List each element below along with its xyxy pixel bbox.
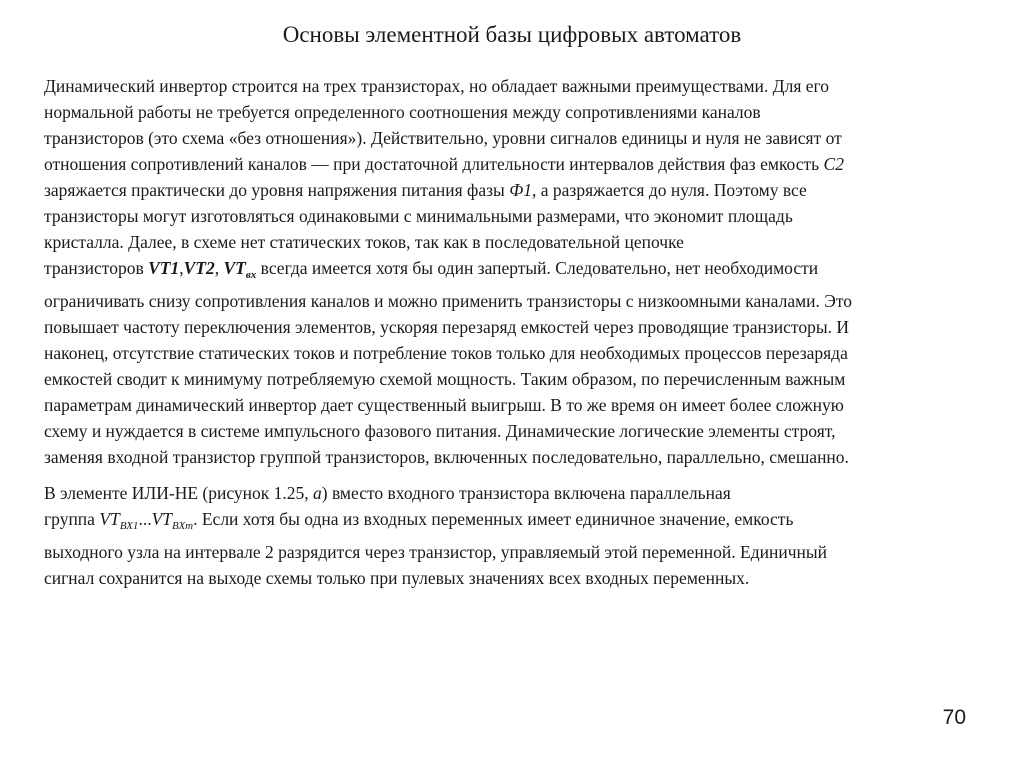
phase-f1: Ф1 [509,180,533,200]
text-line: схему и нуждается в системе импульсного фазового питания. Динамические логические элементы строят, [44,421,836,441]
text-line: нормальной работы не требуется определенного соотношения между сопротивлениями каналов [44,102,761,122]
text-line [44,480,984,506]
text-run: транзисторов [44,258,149,278]
transistor-vt1: VT1 [148,258,180,278]
figure-ref-a: а [313,483,322,503]
subscript-inm: ВХm [172,520,194,532]
slide-body [44,73,984,591]
paragraph-nor-element [44,480,984,591]
ellipsis: ... [138,509,152,529]
text-line: параметрам динамический инвертор дает существенный выигрыш. В то же время он имеет более сложную [44,395,844,415]
text-run: всегда имеется хотя бы один запертый. Следовательно, нет необходимости [256,258,819,278]
text-line: наконец, отсутствие статических токов и потребление токов только для необходимых процессов перезаряда [44,343,848,363]
text-line: повышает частоту переключения элементов, ускоряя перезаряд емкостей через проводящие транзисторы. И [44,317,849,337]
text-line: заменяя входной транзистор группой транзисторов, включенных последовательно, параллельно, смешанно. [44,447,849,467]
text-line [44,506,984,539]
subscript-in1: ВХ1 [119,520,139,532]
text-line: сигнал сохранится на выходе схемы только при пулевых значениях всех входных переменных. [44,568,750,588]
text-run: заряжается практически до уровня напряжения питания фазы [44,180,510,200]
transistor-vt2: VT2 [183,258,215,278]
text-run: . Если хотя бы одна из входных переменных имеет единичное значение, емкость [193,509,794,529]
subscript-in: вх [245,269,257,281]
text-line: Динамический инвертор строится на трех транзисторах, но обладает важными преимуществами. Для его [44,76,830,96]
text-line: транзисторов (это схема «без отношения»). Действительно, уровни сигналов единицы и нуля не зависят от [44,128,842,148]
capacitance-c2: С2 [823,154,844,174]
transistor-vt-in: VT [223,258,246,278]
text-line: ограничивать снизу сопротивления каналов и можно применить транзисторы с низкоомными каналами. Это [44,291,853,311]
text-line: емкостей сводит к минимуму потребляемую схемой мощность. Таким образом, по перечисленным важным [44,369,846,389]
text-line [44,151,984,177]
paragraph-spacer [44,470,984,480]
text-line: выходного узла на интервале 2 разрядится через транзистор, управляемый этой переменной. Единичный [44,542,827,562]
text-run: , а разряжается до нуля. Поэтому все [532,180,807,200]
text-line [44,177,984,203]
transistor-vt-in1: VT [99,509,120,529]
text-run: ) вместо входного транзистора включена параллельная [321,483,731,503]
text-run: группа [44,509,100,529]
slide-title: Основы элементной базы цифровых автоматов [282,22,742,47]
transistor-vt-inm: VT [151,509,172,529]
text-line: транзисторы могут изготовляться одинаковыми с минимальными размерами, что экономит площадь [44,206,793,226]
text-line: кристалла. Далее, в схеме нет статических токов, так как в последовательной цепочке [44,232,684,252]
page-number: 70 [942,706,966,729]
text-line: транзисторов VT1,VT2, $VT_{вх}$ всегда имеется хотя бы один запертый. Следовательно, нет необходимости [44,258,819,281]
paragraph-dynamic-inverter [44,73,984,470]
text-run: отношения сопротивлений каналов — при достаточной длительности интервалов действия фаз емкость [44,154,824,174]
text-run: В элементе ИЛИ-НЕ (рисунок 1.25, [44,483,314,503]
